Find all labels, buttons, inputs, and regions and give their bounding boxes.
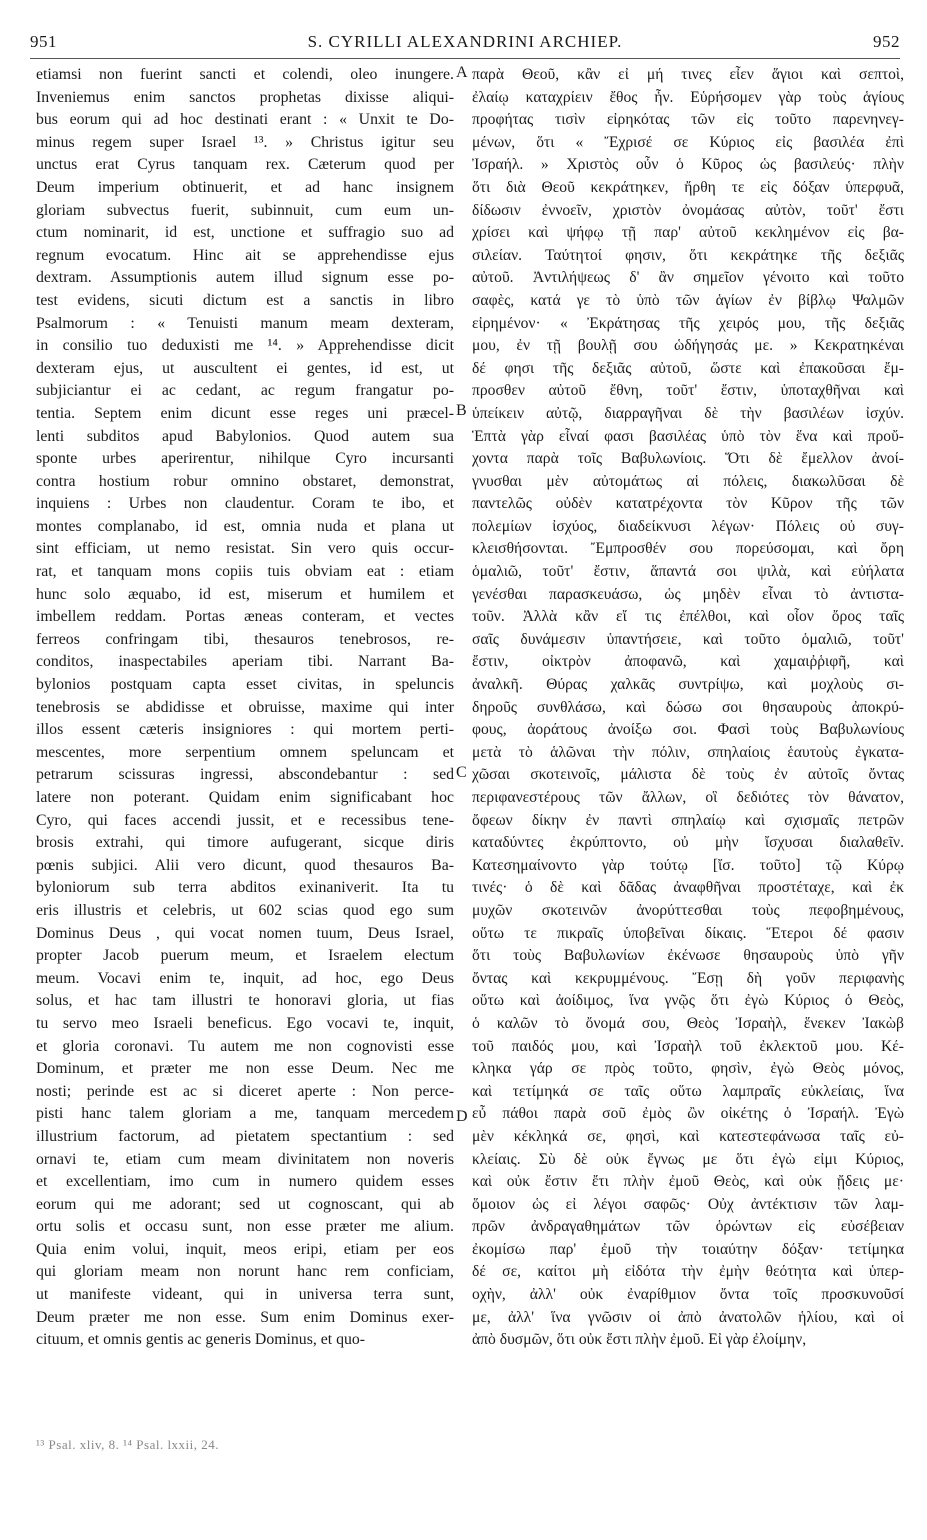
text-line: subjiciantur ei ac cedant, ac regum frangatur po- bbox=[36, 382, 454, 400]
text-line: dexteram ejus, ut auscultent ei gentes, id est, ut bbox=[36, 359, 454, 377]
text-line: imbellem reddam. Portas æneas conteram, et vectes bbox=[36, 608, 454, 626]
text-line: εὖ πάθοι παρὰ σοῦ ἐμὸς ὢν οἰκέτης ὁ Ἰσραήλ. Ἐγὼ bbox=[472, 1105, 904, 1123]
header-rule bbox=[30, 58, 900, 59]
text-line: pisti hanc talem gloriam a me, tanquam mercedem bbox=[36, 1105, 454, 1123]
text-line: brosis extrahi, qui timore aufugerant, sicque diris bbox=[36, 834, 454, 852]
text-line: lenti subditos apud Babylonios. Quod autem sua bbox=[36, 427, 454, 445]
text-line: αὐτοῦ. Ἀντιλήψεως δ' ἂν σημεῖον γένοιτο καὶ τοῦτο bbox=[472, 269, 904, 287]
page-header bbox=[30, 32, 900, 54]
text-line: propter Jacob puerum meum, et Israelem electum bbox=[36, 947, 454, 965]
text-line: κλεισθήσονται. Ἔμπροσθέν σου πορεύσομαι, καὶ ὄρη bbox=[472, 540, 904, 558]
text-line: πρῶν ἀνδραγαθημάτων τῶν ὁρώντων εἰς εὐσέβειαν bbox=[472, 1218, 904, 1236]
text-line: περιφανεστέρους τῶν ἄλλων, οἳ δεδιότες τὸν θάνατον, bbox=[472, 789, 904, 806]
text-line: byloniorum sub terra abditos exinaniverit. Ita tu bbox=[36, 879, 454, 897]
text-line: οὕτω καὶ ἀοίδιμος, ἵνα γνῷς ὅτι ἐγὼ Κύριος ὁ Θεὸς, bbox=[472, 992, 904, 1010]
text-line: οὕτω τε πικραῖς ὑποβεῖναι δίκαις. Ἕτεροι δέ φασιν bbox=[472, 924, 904, 942]
text-line: ὁ καλῶν τὸ ὄνομά σου, Θεὸς Ἰσραὴλ, ἕνεκεν Ἰακὼβ bbox=[472, 1014, 904, 1032]
text-line: παρὰ Θεοῦ, κἂν εἰ μή τινες εἶεν ἅγιοι καὶ σεπτοὶ, bbox=[472, 66, 904, 83]
text-line: τοῦ παιδός μου, καὶ Ἰσραὴλ τοῦ ἐκλεκτοῦ μου. Κέ- bbox=[472, 1037, 904, 1055]
text-line: ornavi te, etiam cum meam divinitatem non noveris bbox=[36, 1150, 454, 1168]
text-line: Psalmorum : « Tenuisti manum meam dexteram, bbox=[36, 314, 454, 332]
text-line: eris illustris et celebris, ut 602 scias quod ego sum bbox=[36, 901, 454, 919]
text-line: δέ φησι τῆς δεξιᾶς αὐτοῦ, ὥστε καὶ ἐπακοῦσαι ἔμ- bbox=[472, 359, 904, 377]
text-line: πολεμίων ἰσχύος, διαδείκνυσι λέγων· Πόλεις οὐ συγ- bbox=[472, 517, 904, 535]
text-line: petrarum scissuras ingressi, abscondebantur : sed bbox=[36, 766, 454, 784]
margin-marker-b: B bbox=[456, 402, 467, 419]
text-line: μυχῶν σκοτεινῶν ἀνορύττεσθαι τοὺς πεφοβημένους, bbox=[472, 901, 904, 919]
latin-column bbox=[36, 64, 454, 1352]
text-line: et excellentiam, imo cum in numero quidem esses bbox=[36, 1173, 454, 1191]
text-line: illustrium factorum, ad pietatem spectantium : sed bbox=[36, 1127, 454, 1145]
text-line: ortu solis et occasu sunt, non esse præter me alium. bbox=[36, 1218, 454, 1236]
text-line: eorum qui me adorant; sed ut cognoscant, qui ab bbox=[36, 1195, 454, 1213]
text-line: τινές· ὁ δὲ καὶ δᾶδας ἀναφθῆναι προστέταχε, καὶ ἐκ bbox=[472, 879, 904, 897]
text-line: test evidens, sicuti dictum est a sanctis in libro bbox=[36, 291, 454, 309]
text-line: gloriam subvectus fuerit, subinnuit, cum eum un- bbox=[36, 201, 454, 219]
text-line: παντελῶς οὐδὲν κατατρέχοντα τὸν Κῦρον τῆς τῶν bbox=[472, 495, 904, 513]
text-line: χῶσαι σκοτεινοῖς, μάλιστα δὲ τοὺς ἐν αὐτοῖς ὄντας bbox=[472, 766, 904, 784]
text-line: ὄντας καὶ κεκρυμμένους. Ἔσῃ δὴ γοῦν περιφανὴς bbox=[472, 969, 904, 987]
text-line: κλείαις. Σὺ δὲ οὐκ ἔγνως με ὅτι ἐγὼ εἰμι Κύριος, bbox=[472, 1150, 904, 1168]
text-line: etiamsi non fuerint sancti et colendi, oleo inungere. bbox=[36, 66, 454, 83]
text-line: meum. Vocavi enim te, inquit, ad hoc, ego Deus bbox=[36, 969, 454, 987]
text-line: Dominus Deus , qui vocat nomen tuum, Deus Israel, bbox=[36, 924, 454, 942]
text-line: regnum evocatum. Hinc ait se apprehendisse ejus bbox=[36, 246, 454, 264]
text-line: σαῖς δυνάμεσιν ὑπαντήσειε, καὶ τοῦτο ὁμαλιῶ, τοῦτ' bbox=[472, 630, 904, 648]
text-line: μὲν κέκληκά σε, φησὶ, καὶ κατεστεφάνωσα ταῖς εὐ- bbox=[472, 1127, 904, 1145]
text-line: hunc solo æquabo, id est, miserum et humilem et bbox=[36, 585, 454, 603]
text-line: contra hostium robur omnino obstaret, demonstrat, bbox=[36, 472, 454, 490]
greek-column bbox=[472, 64, 904, 1352]
text-line: mescentes, more serpentium omnem speluncam et bbox=[36, 743, 454, 761]
text-line: ὑπείκειν αὐτῷ, διαρραγῆναι δὲ τὴν βασιλέων ἰσχύν. bbox=[472, 404, 904, 422]
text-line: εἰρημένον· « Ἐκράτησας τῆς χειρός μου, τῆς δεξιᾶς bbox=[472, 314, 904, 332]
text-line: cituum, et omnis gentis ac generis Dominus, et quo- bbox=[36, 1331, 366, 1349]
text-line: ὁμαλιῶ, τοῦτ' ἔστιν, ἅπαντά σοι ψιλὰ, καὶ εὐήλατα bbox=[472, 563, 904, 581]
text-line: ἀπὸ δυσμῶν, ὅτι οὐκ ἔστι πλὴν ἐμοῦ. Εἰ γὰρ ἐλοίμην, bbox=[472, 1331, 807, 1349]
text-line: χρίσει καὶ ψήφῳ τῇ παρ' αὐτοῦ κεκλημένον εἰς βα- bbox=[472, 224, 904, 242]
text-line: φους, ἀοράτους ἀνοίξω σοι. Φασὶ τοὺς Βαβυλωνίους bbox=[472, 721, 904, 739]
text-line: προφήτας τισὶν εἰρηκότας τῶν εἰς τοῦτο παρενηνεγ- bbox=[472, 111, 904, 129]
text-line: με, ἀλλ' ἵνα γνῶσιν οἱ ἀπὸ ἀνατολῶν ἡλίου, καὶ οἱ bbox=[472, 1308, 904, 1326]
text-line: καταδύντες ἐκρύπτοντο, οὐ μὴν ἴσχυσαι διαλαθεῖν. bbox=[472, 834, 904, 852]
text-line: qui gloriam meam non norunt hanc rem conficiam, bbox=[36, 1263, 454, 1281]
text-line: minus regem super Israel ¹³. » Christus igitur seu bbox=[36, 133, 454, 151]
text-line: pœnis subjici. Alii vero dicunt, quod thesauros Ba- bbox=[36, 856, 454, 874]
text-line: Inveniemus enim sanctos prophetas dixisse aliqui- bbox=[36, 88, 454, 106]
text-line: Deum præter me non esse. Sum enim Dominus exer- bbox=[36, 1308, 454, 1326]
margin-marker-c: C bbox=[456, 764, 467, 781]
footnotes: ¹³ Psal. xliv, 8. ¹⁴ Psal. lxxii, 24. bbox=[36, 1437, 220, 1452]
text-line: ἔστιν, οἰκτρὸν ἀποφανῶ, καὶ χαμαιῤῥιφῆ, καὶ bbox=[472, 653, 904, 671]
text-line: ὅτι τοὺς Βαβυλωνίων ἐκένωσε θησαυροὺς ὑπὸ γῆν bbox=[472, 947, 904, 965]
text-line: δηροῦς συνθλάσω, καὶ δώσω σοι θησαυροὺς ἀποκρύ- bbox=[472, 698, 904, 716]
text-line: καὶ οὐκ ἔστιν ἔτι πλὴν ἐμοῦ Θεὸς, καὶ οὐκ ᾔδεις με· bbox=[472, 1173, 904, 1191]
text-line: προσθεν αὐτοῦ ἔθνη, τοῦτ' ἔστιν, ὑποταχθῆναι καὶ bbox=[472, 382, 904, 400]
text-line: ἀναλκῆ. Θύρας χαλκᾶς συντρίψω, καὶ μοχλοὺς σι- bbox=[472, 676, 904, 694]
text-line: μένων, ὅτι « Ἔχρισέ σε Κύριος εἰς βασιλέα ἐπὶ bbox=[472, 133, 904, 151]
text-line: μετὰ τὸ ἁλῶναι τὴν πόλιν, σπηλαίοις ἑαυτοὺς ἐγκατα- bbox=[472, 743, 904, 761]
running-title: S. CYRILLI ALEXANDRINI ARCHIEP. bbox=[307, 32, 623, 51]
text-line: sponte urbes aperirentur, nihilque Cyro incursanti bbox=[36, 450, 454, 468]
text-line: conditos, inaspectabiles aperiam tibi. Narrant Ba- bbox=[36, 653, 454, 671]
text-line: tenebrosis se abdidisse et obruisse, maxime qui inter bbox=[36, 698, 454, 716]
margin-marker-a: A bbox=[456, 64, 468, 81]
page-number-right: 952 bbox=[873, 32, 900, 51]
text-line: ut manifeste videant, qui in universa terra sunt, bbox=[36, 1286, 454, 1304]
text-line: μου, ἐν τῇ βουλῇ σου ὡδήγησάς με. » Κεκρατηκέναι bbox=[472, 337, 904, 355]
text-line: γνυσθαι μὲν αὐτομάτως αἱ πόλεις, διακωλῦσαι δὲ bbox=[472, 472, 904, 490]
text-line: Κατεσημαίνοντο γὰρ τούτῳ [ἴσ. τοῦτο] τῷ Κύρῳ bbox=[472, 856, 904, 874]
text-line: dextram. Assumptionis autem illud signum esse po- bbox=[36, 269, 454, 287]
text-line: Dominum, et præter me non esse Deum. Nec me bbox=[36, 1060, 454, 1078]
text-line: unctus erat Cyrus tanquam rex. Cæterum quod per bbox=[36, 156, 454, 174]
text-line: solus, et hac tam illustri te honoravi gloria, ut fias bbox=[36, 992, 454, 1010]
text-line: κληκα γάρ σε πρὸς τοῦτο, φησὶν, ἐγὼ Θεὸς μόνος, bbox=[472, 1060, 904, 1078]
text-line: ὅτι διὰ Θεοῦ κεκράτηκεν, ἤρθη τε εἰς δόξαν ὑπερφυᾶ, bbox=[472, 178, 904, 196]
text-line: inquiens : Urbes non claudentur. Coram te ibo, et bbox=[36, 495, 454, 513]
text-line: Ἰσραήλ. » Χριστὸς οὖν ὁ Κῦρος ὡς βασιλεύς· πλὴν bbox=[472, 156, 904, 174]
text-line: bus eorum qui ad hoc destinati erant : « Unxit te Do- bbox=[36, 111, 454, 129]
text-line: Cyro, qui faces accendi jussit, et e recessibus tene- bbox=[36, 811, 454, 829]
text-line: χοντα παρὰ τοῖς Βαβυλωνίοις. Ὅτι δὲ ἔμελλον ἀνοί- bbox=[472, 450, 904, 468]
text-line: ὄφεων δίκην ἐν παντὶ σπηλαίῳ καὶ σχισμαῖς πετρῶν bbox=[472, 811, 904, 829]
text-line: tu servo meo Israeli beneficus. Ego vocavi te, inquit, bbox=[36, 1014, 454, 1032]
text-line: ἐλαίῳ καταχρίειν ἔθος ἦν. Εὑρήσομεν γὰρ τοὺς ἁγίους bbox=[472, 88, 904, 106]
text-line: Ἑπτὰ γὰρ εἶναί φασι βασιλέας ὑπὸ τὸν ἕνα καὶ προὔ- bbox=[472, 427, 904, 445]
text-line: et gloria coronavi. Tu autem me non cognovisti esse bbox=[36, 1037, 454, 1055]
text-line: καὶ τετίμηκά σε ταῖς οὕτω λαμπραῖς εὐκλείαις, ἵνα bbox=[472, 1082, 904, 1100]
text-line: in consilio tuo deduxisti me ¹⁴. » Apprehendisse dicit bbox=[36, 337, 454, 355]
text-line: Deum imperium obtinuerit, et ad hanc insignem bbox=[36, 178, 454, 196]
text-line: rat, et tanquam mons copiis tuis obviam eat : etiam bbox=[36, 563, 454, 581]
text-line: σαφὲς, κατά γε τὸ ὑπὸ τῶν ἁγίων ἐν βίβλῳ Ψαλμῶν bbox=[472, 291, 904, 309]
text-line: οχὴν, ἀλλ' οὐκ ἐναρίθμιον ὄντα τοῖς προσκυνοῦσί bbox=[472, 1286, 904, 1304]
text-line: nosti; perinde est ac si diceret aperte : Non perce- bbox=[36, 1082, 454, 1100]
text-line: δέ σε, καίτοι μὴ εἰδότα τὴν ἐμὴν θεότητα καὶ ὑπερ- bbox=[472, 1263, 904, 1281]
text-line: τοῦν. Ἀλλὰ κἂν εἴ τις ἐπέλθοι, καὶ οἷον ὄρος ταῖς bbox=[472, 608, 904, 626]
text-line: γενέσθαι παρασκευάσω, ὡς μηδὲν εἶναι τὸ ἀντιστα- bbox=[472, 585, 904, 603]
text-line: Quia enim volui, inquit, meos eripi, etiam per eos bbox=[36, 1240, 454, 1258]
text-line: ἐκομίσω παρ' ἐμοῦ τὴν τοιαύτην δόξαν· τετίμηκα bbox=[472, 1240, 904, 1258]
margin-marker-d: D bbox=[456, 1108, 468, 1125]
text-line: δίδωσιν ἐννοεῖν, χριστὸν ὀνομάσας αὐτὸν, τοῦτ' ἔστι bbox=[472, 201, 904, 219]
page-number-left: 951 bbox=[30, 32, 57, 51]
text-line: illos essent cæteris insigniores : qui mortem perti- bbox=[36, 721, 454, 739]
text-line: sint efficiam, ut nemo resistat. Sin vero quis occur- bbox=[36, 540, 454, 558]
text-line: ctum nominarit, id est, unctione et suffragio suo ad bbox=[36, 224, 454, 242]
text-line: tentia. Septem enim dicunt esse reges uni præcel- bbox=[36, 404, 454, 422]
text-line: σιλείαν. Ταύτητοί φησιν, ὅτι κεκράτηκε τῆς δεξιᾶς bbox=[472, 246, 904, 264]
text-line: ὅμοιον ὡς εἰ λέγοι σαφῶς· Οὐχ ἀντέκτισιν τῶν λαμ- bbox=[472, 1195, 904, 1213]
text-line: bylonios postquam capta esset civitas, in speluncis bbox=[36, 676, 454, 694]
text-line: montes complanabo, id est, omnia nuda et plana ut bbox=[36, 517, 454, 535]
text-line: ferreos confringam tibi, thesauros tenebrosos, re- bbox=[36, 630, 454, 648]
text-line: latere non poterant. Quidam enim significabant hoc bbox=[36, 789, 454, 806]
